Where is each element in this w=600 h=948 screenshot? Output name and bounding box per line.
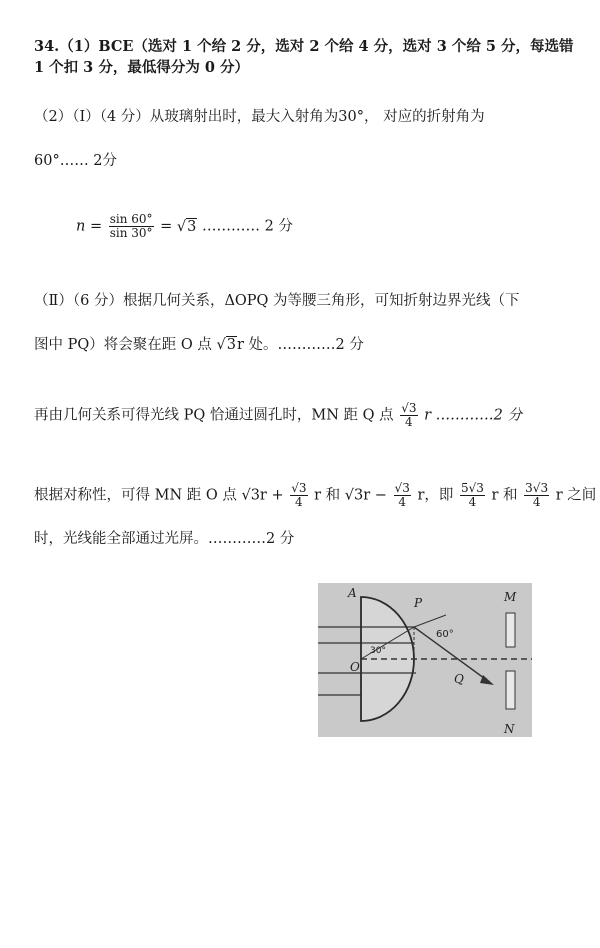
fraction-denominator: sin 30° bbox=[109, 226, 153, 240]
line3-text-a: 再由几何关系可得光线 PQ 恰通过圆孔时，MN 距 Q 点 bbox=[34, 407, 394, 424]
fraction-numerator: √3 bbox=[291, 481, 307, 495]
fraction-numerator: √3 bbox=[394, 481, 410, 495]
label-a: A bbox=[348, 586, 357, 600]
part1-line1: 34.（1）BCE（选对 1 个给 2 分，选对 2 个给 4 分，选对 3 个给 5 分，每选错 bbox=[34, 38, 574, 55]
line2-text-a: 图中 PQ）将会聚在距 O 点 bbox=[34, 337, 217, 353]
label-n: N bbox=[504, 722, 515, 736]
fraction-denominator: 4 bbox=[295, 495, 303, 509]
screen-lower-part bbox=[506, 671, 515, 709]
equation-lhs: n = bbox=[76, 218, 103, 235]
radical-sign: √ bbox=[176, 218, 187, 235]
distance-fraction bbox=[400, 402, 417, 429]
radicand: 3 bbox=[226, 337, 236, 353]
angle-30-label: 30° bbox=[370, 646, 386, 656]
screen-upper-part bbox=[506, 613, 515, 647]
line4-text-a: 根据对称性，可得 MN 距 O 点 √3r + bbox=[34, 487, 284, 504]
fraction-2 bbox=[394, 482, 411, 509]
optics-diagram bbox=[318, 583, 532, 737]
label-o: O bbox=[350, 660, 360, 674]
radicand: 3 bbox=[187, 218, 197, 235]
part2-ii-line2 bbox=[34, 336, 364, 354]
fraction-numerator: 3√3 bbox=[525, 481, 549, 495]
fraction-numerator: sin 60° bbox=[109, 212, 153, 226]
part2-ii-line5: 时，光线能全部通过光屏。…………2 分 bbox=[34, 531, 295, 547]
sqrt-three bbox=[177, 218, 197, 236]
refraction-index-equation bbox=[76, 213, 293, 240]
line4-text-b: r 和 √3r − bbox=[314, 487, 387, 504]
part2-i-line1: （2）（Ⅰ）（4 分）从玻璃射出时，最大入射角为30°， 对应的折射角为 bbox=[34, 109, 485, 125]
sine-ratio-fraction bbox=[109, 213, 154, 240]
label-q: Q bbox=[454, 672, 464, 686]
fraction-denominator: 4 bbox=[468, 495, 477, 509]
line4-text-c: r，即 bbox=[417, 487, 454, 504]
line3-text-b: r …………2 分 bbox=[424, 407, 522, 424]
part2-ii-line4 bbox=[34, 482, 596, 509]
angle-60-label: 60° bbox=[436, 629, 454, 640]
line4-text-e: r 之间 bbox=[555, 487, 597, 504]
fraction-denominator: 4 bbox=[532, 495, 541, 509]
fraction-3 bbox=[460, 482, 485, 509]
fraction-1 bbox=[290, 482, 307, 509]
part2-ii-line1: （Ⅱ）（6 分）根据几何关系，ΔOPQ 为等腰三角形，可知折射边界光线（下 bbox=[34, 293, 520, 309]
sqrt-three: √3 bbox=[216, 337, 236, 353]
label-p: P bbox=[414, 596, 423, 610]
label-m: M bbox=[504, 590, 517, 604]
part2-i-line2: 60°…… 2分 bbox=[34, 153, 118, 169]
fraction-numerator: 5√3 bbox=[460, 481, 484, 495]
part1-line2: 1 个扣 3 分，最低得分为 0 分） bbox=[34, 59, 250, 76]
part2-ii-line3 bbox=[34, 402, 522, 429]
fraction-numerator: √3 bbox=[401, 401, 417, 415]
fraction-denominator: 4 bbox=[405, 415, 413, 429]
equals-sign: = bbox=[160, 218, 173, 235]
line4-text-d: r 和 bbox=[491, 487, 518, 504]
equation-score: ………… 2 分 bbox=[202, 218, 293, 235]
fraction-denominator: 4 bbox=[398, 495, 406, 509]
fraction-4 bbox=[524, 482, 549, 509]
line2-text-b: r 处。…………2 分 bbox=[236, 337, 364, 353]
